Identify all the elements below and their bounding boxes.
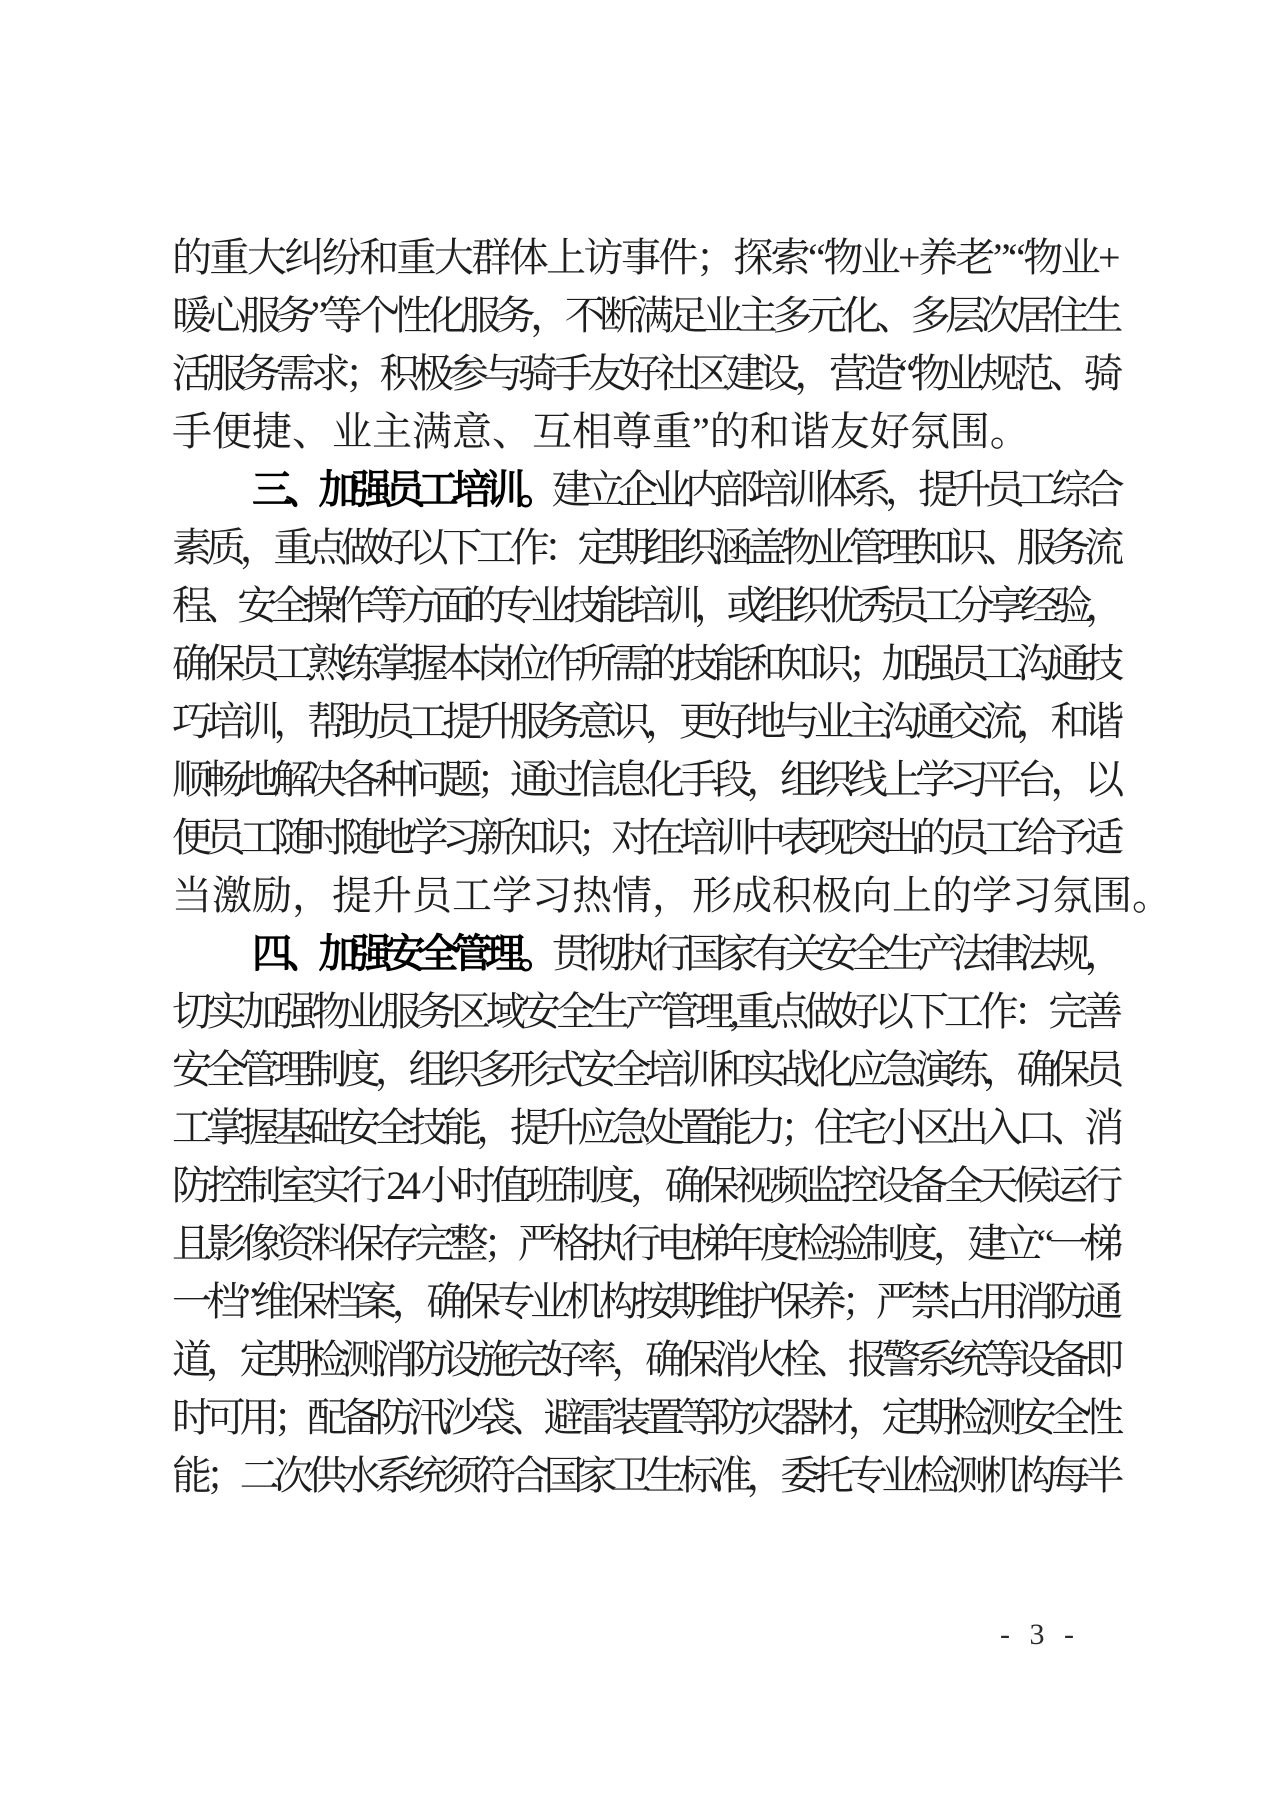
line-inner: [172, 751, 1118, 809]
document-line: [172, 1041, 1118, 1099]
line-text: 的重大纠纷和重大群体上访事件；探索“物业+养老”“物业+: [172, 235, 1118, 280]
line-text: 活服务需求；积极参与骑手友好社区建设，营造“物业规范、骑: [172, 351, 1118, 396]
line-text: 且影像资料保存完整；严格执行电梯年度检验制度，建立“一梯: [172, 1221, 1118, 1266]
line-text: 能；二次供水系统须符合国家卫生标准，委托专业检测机构每半: [172, 1453, 1118, 1498]
line-text: 当激励，提升员工学习热情，形成积极向上的学习氛围。: [172, 873, 1172, 918]
document-line: [172, 1215, 1118, 1273]
document-line: [172, 577, 1118, 635]
document-line: [172, 925, 1118, 983]
line-inner: [172, 1215, 1118, 1273]
line-inner: [252, 925, 1118, 983]
document-line: [172, 403, 1118, 461]
line-inner: [172, 1157, 1118, 1215]
line-text: 一档”维保档案，确保专业机构按期维护保养；严禁占用消防通: [172, 1279, 1118, 1324]
document-line: [172, 287, 1118, 345]
line-text: 巧培训，帮助员工提升服务意识，更好地与业主沟通交流，和谐: [172, 699, 1118, 744]
line-text: 时可用；配备防汛沙袋、避雷装置等防灾器材，定期检测安全性: [172, 1395, 1118, 1440]
line-inner: [172, 229, 1118, 287]
line-text: 建立企业内部培训体系，提升员工综合: [551, 467, 1119, 512]
line-inner: [172, 809, 1118, 867]
line-text: 防控制室实行 24 小时值班制度，确保视频监控设备全天候运行: [172, 1163, 1118, 1208]
document-line: [172, 1331, 1118, 1389]
line-inner: [172, 1273, 1118, 1331]
line-text: 确保员工熟练掌握本岗位作所需的技能和知识；加强员工沟通技: [172, 641, 1118, 686]
document-line: [172, 229, 1118, 287]
document-line: [172, 519, 1118, 577]
document-line: [172, 983, 1118, 1041]
document-line: [172, 1273, 1118, 1331]
section-heading: 三、加强员工培训。: [252, 468, 552, 512]
line-text: 暖心服务”等个性化服务，不断满足业主多元化、多层次居住生: [172, 293, 1118, 338]
document-body: [172, 229, 1172, 1505]
document-line: [172, 345, 1118, 403]
line-inner: [172, 403, 1030, 461]
line-inner: [172, 1099, 1118, 1157]
document-line: [172, 693, 1118, 751]
section-heading: 四、加强安全管理。: [252, 932, 552, 976]
document-line: [172, 1389, 1118, 1447]
line-text: 程、安全操作等方面的专业技能培训，或组织优秀员工分享经验，: [172, 583, 1118, 628]
line-text: 顺畅地解决各种问题；通过信息化手段，组织线上学习平台，以: [172, 757, 1118, 802]
line-inner: [172, 1389, 1118, 1447]
document-line: [172, 751, 1118, 809]
document-line: [172, 867, 1172, 925]
line-inner: [252, 461, 1118, 519]
line-inner: [172, 635, 1118, 693]
line-text: 道，定期检测消防设施完好率，确保消火栓、报警系统等设备即: [172, 1337, 1118, 1382]
line-inner: [172, 693, 1118, 751]
line-inner: [172, 1041, 1118, 1099]
line-inner: [172, 577, 1118, 635]
line-inner: [172, 983, 1118, 1041]
document-line: [172, 635, 1118, 693]
document-line: [172, 809, 1118, 867]
line-text: 安全管理制度，组织多形式安全培训和实战化应急演练，确保员: [172, 1047, 1118, 1092]
document-line: [172, 461, 1118, 519]
line-text: 便员工随时随地学习新知识；对在培训中表现突出的员工给予适: [172, 815, 1118, 860]
line-text: 素质，重点做好以下工作：定期组织涵盖物业管理知识、服务流: [172, 525, 1118, 570]
page-number: - 3 -: [1000, 1618, 1080, 1651]
line-inner: [172, 1447, 1118, 1505]
line-text: 手便捷、业主满意、互相尊重”的和谐友好氛围。: [172, 409, 1030, 454]
document-line: [172, 1157, 1118, 1215]
line-inner: [172, 519, 1118, 577]
line-text: 切实加强物业服务区域安全生产管理,重点做好以下工作：完善: [172, 989, 1118, 1034]
line-inner: [172, 345, 1118, 403]
line-text: 工掌握基础安全技能，提升应急处置能力；住宅小区出入口、消: [172, 1105, 1118, 1150]
document-line: [172, 1099, 1118, 1157]
line-text: 贯彻执行国家有关安全生产法律法规，: [551, 931, 1119, 976]
line-inner: [172, 867, 1172, 925]
line-inner: [172, 1331, 1118, 1389]
document-line: [172, 1447, 1118, 1505]
line-inner: [172, 287, 1118, 345]
